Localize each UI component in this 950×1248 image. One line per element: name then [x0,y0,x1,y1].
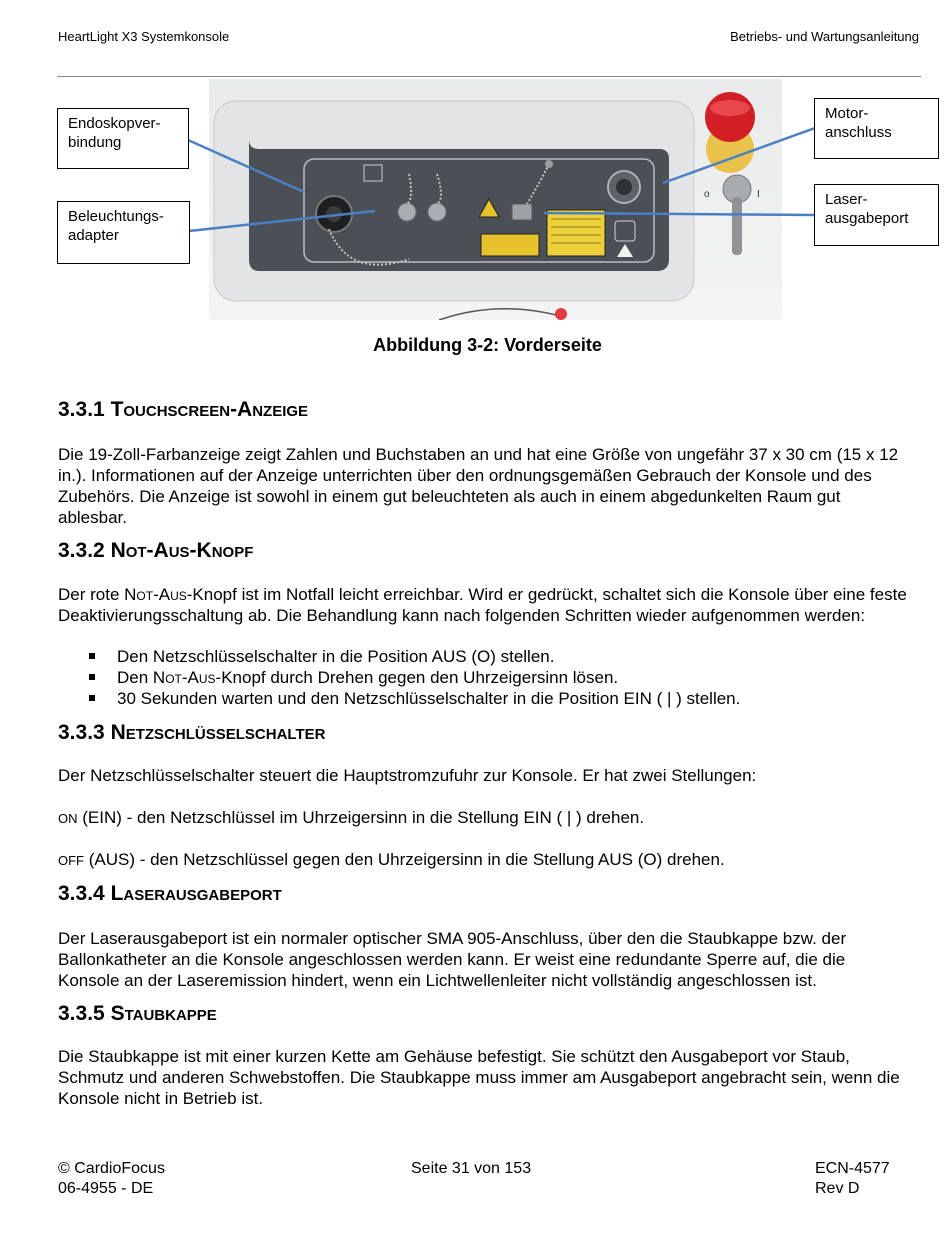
text-run: Der rote [58,585,125,604]
section-heading-touchscreen [58,398,308,422]
footer-page-number: Seite 31 von 153 [411,1160,532,1177]
section-number: 3.3.5 [58,1002,105,1025]
figure-caption: Abbildung 3-2: Vorderseite [373,335,602,355]
on-label: ON [58,811,78,826]
section-title: Netzschlüsselschalter [110,721,326,744]
restart-steps-list [88,646,740,709]
text-run: (EIN) - den Netzschlüssel im Uhrzeigersinn in die Stellung EIN ( | ) drehen. [77,808,645,827]
text-run: Den [117,668,153,687]
paragraph-touchscreen: Die 19-Zoll-Farbanzeige zeigt Zahlen und Buchstaben an und hat eine Größe von ungefähr 37 x 30 cm (15 x 12 in.). Informationen auf der Anzeige unterrichten über den ordnungsgemäßen Gebrauch der Konsole und des Zubehörs. Die Anzeige ist sowohl in einem gut beleuchteten als auch in einem abgedunkelten Raum gut ablesbar. [58,445,899,527]
paragraph-dust-cap: Die Staubkappe ist mit einer kurzen Kette am Gehäuse befestigt. Sie schützt den Ausgabeport vor Staub, Schmutz und anderen Schwebstoffen. Die Staubkappe muss immer am Ausgabeport angebracht sein, wenn die Konsole nicht in Betrieb ist. [58,1047,900,1108]
footer-revision: Rev D [815,1180,860,1197]
header-document-title: Betriebs- und Wartungsanleitung [730,29,919,44]
paragraph-laser-output-port: Der Laserausgabeport ist ein normaler optischer SMA 905-Anschluss, über den die Staubkappe bzw. der Ballonkatheter an die Konsole angeschlossen werden kann. Er weist eine redundante Sperre auf, die die Konsole an der Laseremission hindert, wenn ein Lichtwellenleiter nicht vollständig angeschlossen ist. [58,929,847,990]
header-product-title: HeartLight X3 Systemkonsole [58,29,230,44]
svg-text:I: I [757,189,760,200]
key-switch-off-description [58,849,908,871]
section-heading-dust-cap [58,1002,217,1026]
header-divider [57,76,921,77]
svg-text:o: o [704,189,710,200]
section-heading-laser-output-port [58,882,282,906]
section-number: 3.3.2 [58,539,105,562]
section-heading-emergency-stop [58,539,253,563]
section-number: 3.3.4 [58,882,105,905]
footer-ecn: ECN-4577 [815,1160,890,1177]
console-front-photo [209,79,782,320]
list-item: Den Netzschlüsselschalter in die Position AUS (O) stellen. [88,646,740,667]
section-title: Touchscreen-Anzeige [110,398,309,421]
callout-motor-connection: Motor- anschluss [814,98,939,159]
text-run: -Knopf ist im Notfall leicht erreichbar. Wird er gedrückt, schaltet sich die Konsole über eine feste Deaktivierungsschaltung ab. Die Behandlung kann nach folgenden Schritten wieder aufgenommen werden: [58,585,907,625]
section-title: Not-Aus-Knopf [110,539,254,562]
callout-endoscope-connection: Endoskopver- bindung [57,108,189,169]
section-number: 3.3.1 [58,398,105,421]
list-item [88,667,740,688]
footer-copyright: © CardioFocus [58,1160,165,1177]
section-heading-key-switch [58,721,325,745]
text-run-small-caps: Not-Aus [124,585,187,604]
section-title: Laserausgabeport [110,882,282,905]
callout-illumination-adapter: Beleuchtungs- adapter [57,201,190,264]
text-run-small-caps: Not-Aus [152,668,216,687]
paragraph-key-switch: Der Netzschlüsselschalter steuert die Hauptstromzufuhr zur Konsole. Er hat zwei Stellungen: [58,766,757,785]
footer-document-number: 06-4955 - DE [58,1180,154,1197]
text-run: (AUS) - den Netzschlüssel gegen den Uhrzeigersinn in die Stellung AUS (O) drehen. [84,850,725,869]
callout-laser-output-port: Laser- ausgabeport [814,184,939,246]
list-item: 30 Sekunden warten und den Netzschlüsselschalter in die Position EIN ( | ) stellen. [88,688,740,709]
paragraph-emergency-stop [58,584,908,626]
off-label: OFF [58,853,84,868]
section-title: Staubkappe [110,1002,217,1025]
text-run: -Knopf durch Drehen gegen den Uhrzeigersinn lösen. [215,668,619,687]
section-number: 3.3.3 [58,721,105,744]
key-switch-on-description [58,807,908,829]
